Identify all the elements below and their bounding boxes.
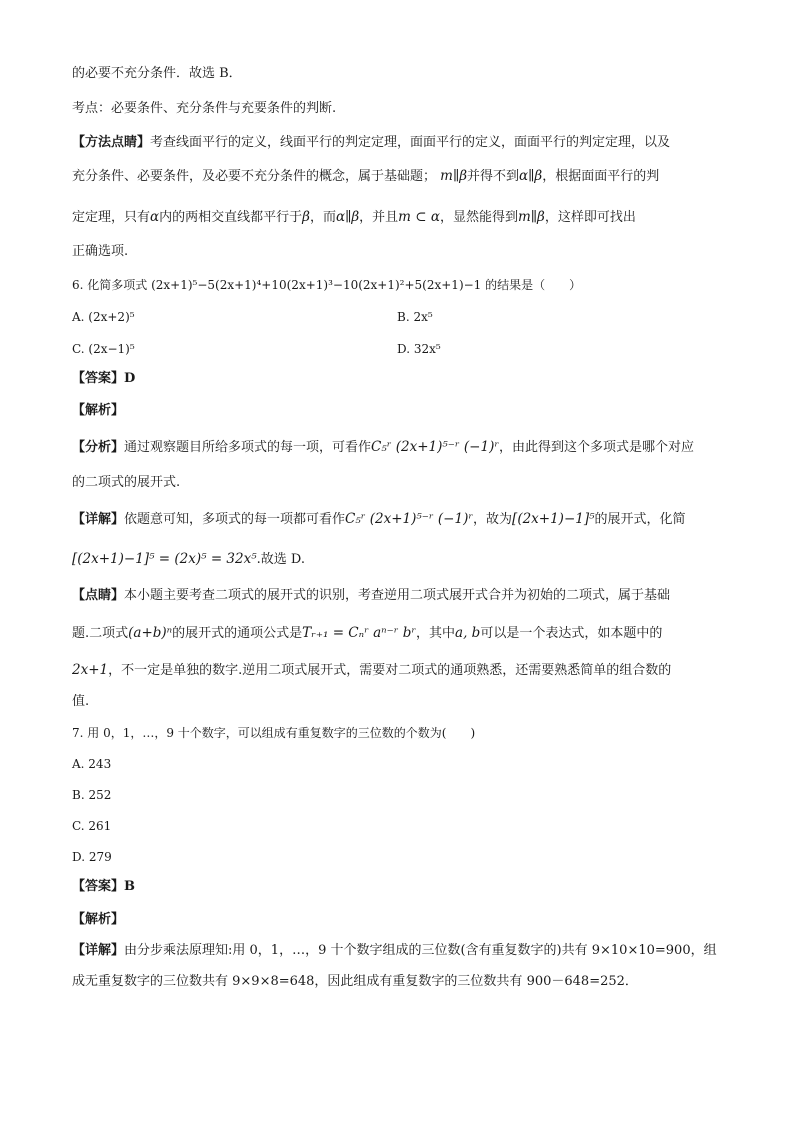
text-line [72, 100, 722, 118]
xiangjie-tag: 【详解】 [72, 943, 125, 958]
method-note-tag: 【方法点睛】 [72, 135, 151, 150]
question-7-jiexi [72, 911, 722, 929]
answer-label: 【答案】B [72, 879, 135, 894]
question-6-xiangjie [72, 510, 722, 529]
method-note-text: 正确选项. [72, 244, 129, 259]
method-note-text: 并得不到 [467, 169, 520, 184]
fenxi-text: 通过观察题目所给多项式的每一项，可看作 [124, 440, 372, 455]
question-6-dianjing [72, 587, 722, 605]
dianjing-text: ，其中 [416, 626, 456, 641]
method-note-text: ，而 [309, 210, 336, 225]
math-expression: α [150, 209, 160, 225]
dianjing-text: 本小题主要考查二项式的展开式的识别，考查逆用二项式展开式合并为初始的二项式，属于基础 [124, 588, 671, 603]
dianjing-text: 值. [72, 694, 90, 709]
dianjing-text: ，不一定是单独的数字.逆用二项式展开式，需要对二项式的通项熟悉，还需要熟悉简单的组合数的 [108, 663, 672, 678]
fenxi-text: ，由此得到这个多项式是哪个对应 [499, 440, 695, 455]
question-7-xiangjie [72, 942, 722, 960]
dianjing-tag: 【点睛】 [72, 588, 125, 603]
text-line [72, 65, 722, 83]
question-6-xiangjie-cont [72, 550, 722, 569]
math-expression: [(2x+1)−1]⁵ = (2x)⁵ = 32x⁵ [72, 551, 257, 567]
method-note-line [72, 167, 722, 186]
xiangjie-text: 由分步乘法原理知:用 0，1，…，9 十个数字组成的三位数(含有重复数字的)共有 9×10×10=900，组 [124, 943, 717, 958]
dianjing-text: 可以是一个表达式，如本题中的 [480, 626, 663, 641]
fenxi-text: 的二项式的展开式. [72, 475, 181, 490]
method-note-text: 定定理，只有 [72, 210, 151, 225]
fenxi-tag: 【分析】 [72, 440, 125, 455]
question-6-fenxi [72, 438, 722, 457]
analysis-label: 【解析】 [72, 403, 125, 418]
question-6-option-b: B. 2x⁵ [397, 310, 433, 324]
math-expression: β [302, 209, 310, 225]
xiangjie-tag: 【详解】 [72, 512, 125, 527]
method-note-text: ，并且 [359, 210, 399, 225]
analysis-label: 【解析】 [72, 912, 125, 927]
math-expression: (a+b)ⁿ [128, 625, 173, 641]
question-6-stem: 6. 化简多项式 (2x+1)⁵−5(2x+1)⁴+10(2x+1)³−10(2x+1)²+5(2x+1)−1 的结果是（ ） [72, 278, 582, 292]
text-line [72, 474, 722, 492]
xiangjie-text: .故选 D. [256, 552, 305, 567]
answer-label: 【答案】D [72, 371, 136, 386]
math-expression: m ⊂ α [398, 209, 440, 225]
conclusion-text: 的必要不充分条件．故选 B． [72, 66, 242, 81]
question-7-xiangjie-cont [72, 973, 722, 991]
xiangjie-text: ，故为 [473, 512, 513, 527]
math-expression: α∥β [519, 168, 543, 184]
method-note-text: 考查线面平行的定义，线面平行的判定定理，面面平行的定义，面面平行的判定定理，以及 [150, 135, 671, 150]
math-expression: C₅ʳ (2x+1)⁵⁻ʳ (−1)ʳ [345, 511, 474, 527]
math-expression: 2x+1 [72, 662, 109, 678]
math-expression: Tᵣ₊₁ = Cₙʳ aⁿ⁻ʳ bʳ [302, 625, 417, 641]
dianjing-text: 题.二项式 [72, 626, 129, 641]
math-expression: m∥β [440, 168, 467, 184]
text-line [72, 693, 722, 711]
question-7-stem: 7. 用 0，1，…，9 十个数字，可以组成有重复数字的三位数的个数为( ) [72, 726, 476, 740]
question-7-option-c: C. 261 [72, 819, 112, 833]
math-expression: α∥β [335, 209, 360, 225]
question-7 [72, 724, 722, 742]
method-note-text: ，这样即可找出 [544, 210, 636, 225]
method-note-line [72, 208, 722, 227]
method-note-text: ，根据面面平行的判 [542, 169, 660, 184]
xiangjie-text: 成无重复数字的三位数共有 9×9×8=648，因此组成有重复数字的三位数共有 900－648=252． [72, 974, 638, 989]
question-6-option-a: A. (2x+2)⁵ [72, 310, 135, 324]
math-expression: m∥β [518, 209, 545, 225]
kaodian-text: 考点：必要条件、充分条件与充要条件的判断. [72, 101, 337, 116]
math-expression: a, b [455, 625, 481, 641]
question-6 [72, 276, 722, 294]
question-7-option-b: B. 252 [72, 788, 112, 802]
method-note-text: 充分条件、必要条件，及必要不充分条件的概念，属于基础题； [72, 169, 437, 184]
method-note-line [72, 134, 722, 152]
xiangjie-text: 的展开式，化简 [594, 512, 686, 527]
text-line [72, 243, 722, 261]
question-7-option-a: A. 243 [72, 757, 112, 771]
dianjing-text: 的展开式的通项公式是 [172, 626, 303, 641]
question-6-answer [72, 370, 722, 388]
question-6-dianjing-cont [72, 661, 722, 680]
math-expression: C₅ʳ (2x+1)⁵⁻ʳ (−1)ʳ [371, 439, 500, 455]
method-note-text: ，显然能得到 [439, 210, 518, 225]
question-6-option-c: C. (2x−1)⁵ [72, 342, 135, 356]
question-7-answer [72, 878, 722, 896]
question-6-dianjing-cont [72, 624, 722, 643]
math-expression: [(2x+1)−1]⁵ [512, 511, 595, 527]
xiangjie-text: 依题意可知，多项式的每一项都可看作 [124, 512, 346, 527]
question-6-jiexi [72, 402, 722, 420]
method-note-text: 内的两相交直线都平行于 [159, 210, 303, 225]
question-7-option-d: D. 279 [72, 850, 112, 864]
question-6-option-d: D. 32x⁵ [397, 342, 441, 356]
